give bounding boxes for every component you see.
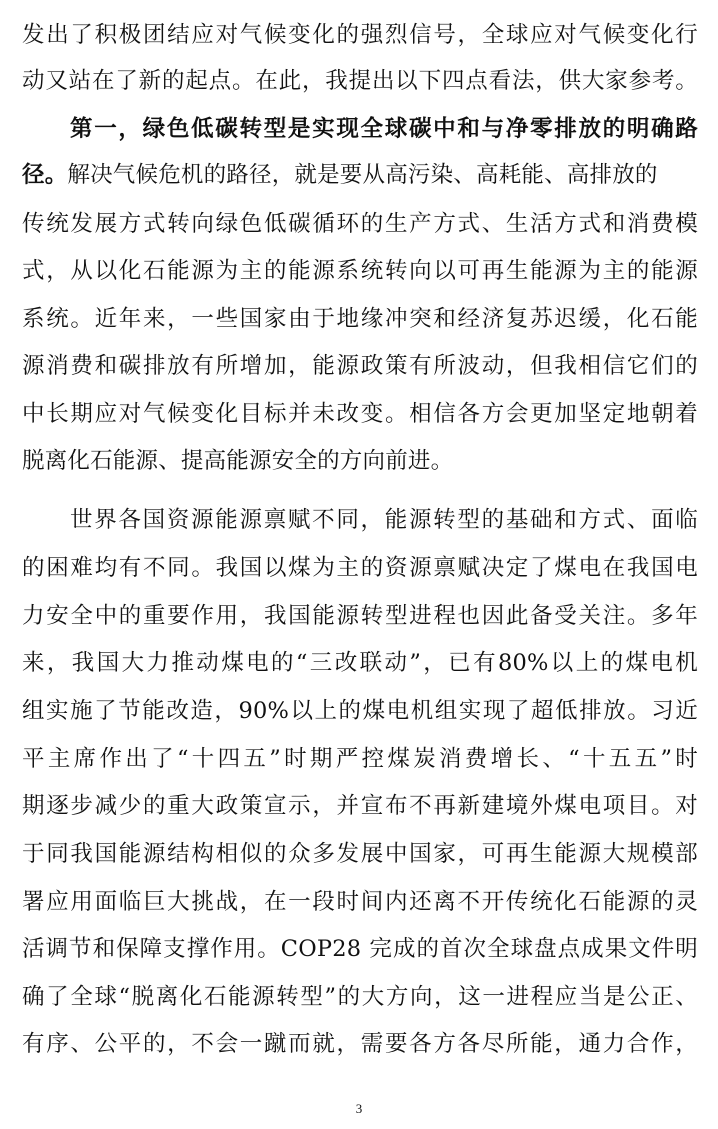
paragraph-1-line-1: 发出了积极团结应对气候变化的强烈信号，全球应对气候变化行 bbox=[22, 22, 698, 48]
paragraph-3-line-3: 力安全中的重要作用，我国能源转型进程也因此备受关注。多年 bbox=[22, 603, 698, 629]
paragraph-2-line-4: 系统。近年来，一些国家由于地缘冲突和经济复苏迟缓，化石能 bbox=[22, 306, 698, 332]
paragraph-2-line-2: 传统发展方式转向绿色低碳循环的生产方式、生活方式和消费模 bbox=[22, 211, 698, 237]
paragraph-3-line-5: 组实施了节能改造，90%以上的煤电机组实现了超低排放。习近 bbox=[22, 698, 698, 724]
paragraph-2-body-start: 解决气候危机的路径，就是要从高污染、高耗能、高排放的 bbox=[67, 162, 658, 188]
paragraph-3-line-4: 来，我国大力推动煤电的“三改联动”，已有80%以上的煤电机 bbox=[22, 650, 698, 676]
paragraph-2-line-6: 中长期应对气候变化目标并未改变。相信各方会更加坚定地朝着 bbox=[22, 401, 698, 427]
paragraph-3-line-6: 平主席作出了“十四五”时期严控煤炭消费增长、“十五五”时 bbox=[22, 746, 698, 772]
page-number: 3 bbox=[355, 1101, 363, 1116]
paragraph-2-line-1 bbox=[22, 157, 698, 193]
paragraph-2-line-3: 式，从以化石能源为主的能源系统转向以可再生能源为主的能源 bbox=[22, 258, 698, 284]
paragraph-2-line-7: 脱离化石能源、提高能源安全的方向前进。 bbox=[22, 448, 454, 474]
paragraph-2-line-5: 源消费和碳排放有所增加，能源政策有所波动，但我相信它们的 bbox=[22, 353, 698, 379]
paragraph-3-line-10: 活调节和保障支撑作用。COP28 完成的首次全球盘点成果文件明 bbox=[22, 936, 698, 962]
paragraph-3-line-9: 署应用面临巨大挑战，在一段时间内还离不开传统化石能源的灵 bbox=[22, 889, 698, 915]
paragraph-2-heading-end: 径。 bbox=[22, 162, 68, 188]
paragraph-3-line-7: 期逐步减少的重大政策宣示，并宣布不再新建境外煤电项目。对 bbox=[22, 793, 698, 819]
paragraph-1-line-2: 动又站在了新的起点。在此，我提出以下四点看法，供大家参考。 bbox=[22, 68, 698, 94]
paragraph-2-heading-line-1: 第一，绿色低碳转型是实现全球碳中和与净零排放的明确路 bbox=[70, 116, 698, 142]
paragraph-3-line-2: 的困难均有不同。我国以煤为主的资源禀赋决定了煤电在我国电 bbox=[22, 555, 698, 581]
paragraph-3-line-11: 确了全球“脱离化石能源转型”的大方向，这一进程应当是公正、 bbox=[22, 984, 698, 1010]
paragraph-3-line-1: 世界各国资源能源禀赋不同，能源转型的基础和方式、面临 bbox=[70, 507, 698, 533]
paragraph-3-line-8: 于同我国能源结构相似的众多发展中国家，可再生能源大规模部 bbox=[22, 841, 698, 867]
paragraph-3-line-12: 有序、公平的，不会一蹴而就，需要各方各尽所能，通力合作， bbox=[22, 1031, 698, 1057]
